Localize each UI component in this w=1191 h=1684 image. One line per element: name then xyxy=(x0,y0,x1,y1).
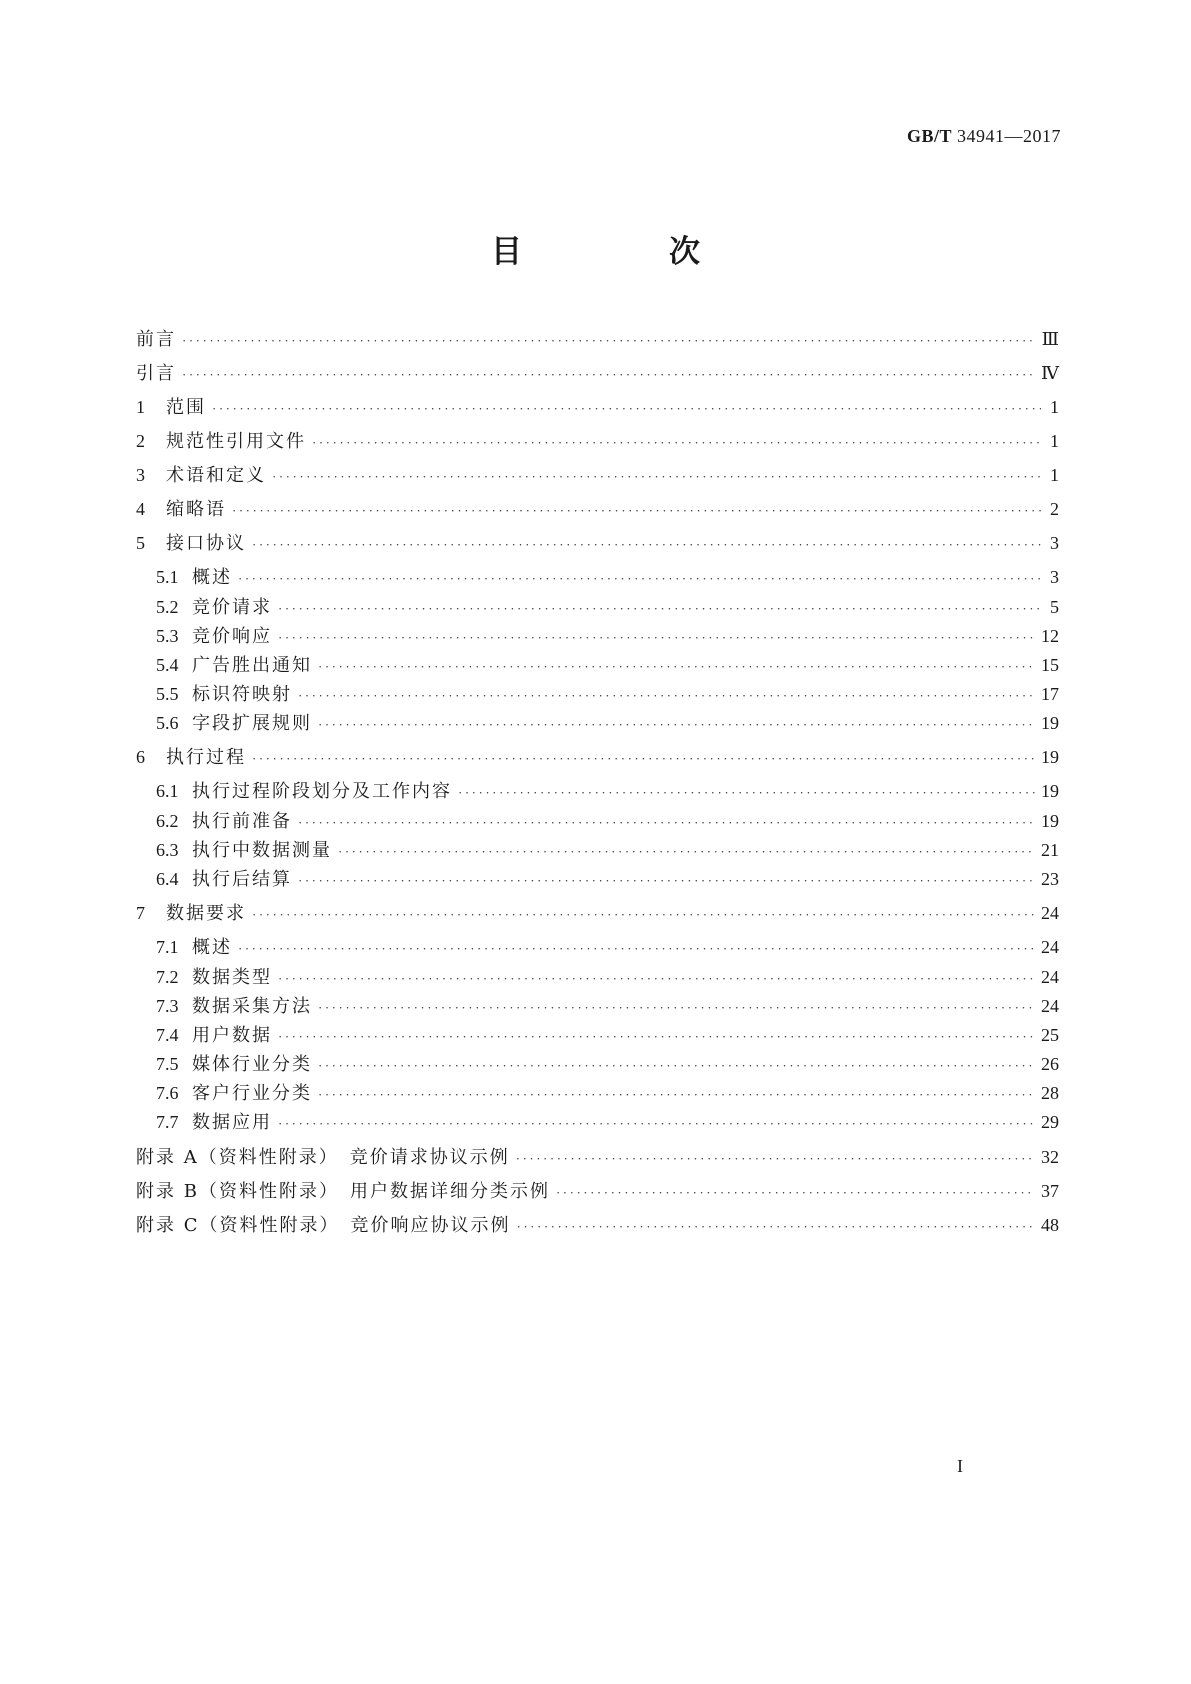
toc-entry[interactable] xyxy=(156,778,1059,804)
toc-leader-dots xyxy=(278,1024,1035,1050)
toc-entry-number: 5.1 xyxy=(156,567,179,587)
toc-entry-title: 术语和定义 xyxy=(166,465,266,486)
toc-entry[interactable] xyxy=(156,594,1059,620)
toc-entry-number: 5.3 xyxy=(156,626,179,646)
toc-entry-page: 12 xyxy=(1041,626,1059,646)
toc-entry[interactable] xyxy=(136,744,1059,770)
toc-entry-title: 字段扩展规则 xyxy=(192,713,312,734)
toc-entry[interactable] xyxy=(156,652,1059,678)
toc-entry-number: 7 xyxy=(136,903,145,923)
toc-entry-number: 2 xyxy=(136,431,145,451)
toc-entry[interactable] xyxy=(156,993,1059,1019)
toc-entry[interactable] xyxy=(136,1178,1059,1204)
toc-entry-page: 3 xyxy=(1050,567,1059,587)
toc-entry-number: 6.3 xyxy=(156,840,179,860)
toc-leader-dots xyxy=(278,596,1041,622)
toc-leader-dots xyxy=(517,1214,1036,1240)
toc-leader-dots xyxy=(318,654,1035,680)
toc-entry-page: 15 xyxy=(1041,655,1059,675)
toc-entry-page: 26 xyxy=(1041,1054,1059,1074)
toc-entry-page: 19 xyxy=(1041,781,1059,801)
toc-entry[interactable] xyxy=(156,808,1059,834)
toc-leader-dots xyxy=(212,396,1041,422)
toc-entry[interactable] xyxy=(156,1022,1059,1048)
toc-entry-title: 数据要求 xyxy=(166,903,246,924)
toc-leader-dots xyxy=(298,868,1035,894)
toc-leader-dots xyxy=(318,1082,1035,1108)
toc-entry-number: 7.2 xyxy=(156,967,179,987)
toc-entry-page: 19 xyxy=(1041,811,1059,831)
toc-entry-page: 19 xyxy=(1041,747,1059,767)
toc-leader-dots xyxy=(272,464,1041,490)
toc-entry-number: 6.1 xyxy=(156,781,179,801)
toc-leader-dots xyxy=(278,625,1035,651)
toc-entry-number: 7.1 xyxy=(156,937,179,957)
toc-entry[interactable] xyxy=(156,1109,1059,1135)
toc-entry[interactable] xyxy=(156,837,1059,863)
toc-leader-dots xyxy=(252,746,1035,772)
toc-entry-title: 前言 xyxy=(136,329,176,350)
toc-entry-title: 执行前准备 xyxy=(192,811,292,832)
toc-entry-number: 7.5 xyxy=(156,1054,179,1074)
toc-entry-page: 23 xyxy=(1041,869,1059,889)
toc-entry-page: 48 xyxy=(1041,1215,1059,1235)
toc-entry[interactable] xyxy=(136,1144,1059,1170)
toc-entry[interactable] xyxy=(156,964,1059,990)
toc-leader-dots xyxy=(298,810,1035,836)
toc-entry-number: 6 xyxy=(136,747,145,767)
toc-entry-title: 标识符映射 xyxy=(192,684,292,705)
toc-entry-title: 客户行业分类 xyxy=(192,1083,312,1104)
toc-entry-title: 附录 A（资料性附录） 竞价请求协议示例 xyxy=(136,1147,510,1168)
toc-entry-title: 数据采集方法 xyxy=(192,996,312,1017)
toc-leader-dots xyxy=(338,839,1035,865)
toc-leader-dots xyxy=(238,566,1041,592)
toc-entry-number: 6.4 xyxy=(156,869,179,889)
toc-entry-title: 接口协议 xyxy=(166,533,246,554)
toc-entry[interactable] xyxy=(156,866,1059,892)
toc-entry-title: 范围 xyxy=(166,397,206,418)
toc-entry-title: 执行过程阶段划分及工作内容 xyxy=(192,781,452,802)
toc-leader-dots xyxy=(318,995,1035,1021)
toc-entry-number: 7.3 xyxy=(156,996,179,1016)
toc-entry-page: 29 xyxy=(1041,1112,1059,1132)
toc-leader-dots xyxy=(278,966,1035,992)
toc-entry[interactable] xyxy=(156,1080,1059,1106)
toc-entry-page: 1 xyxy=(1050,465,1059,485)
toc-entry-page: 24 xyxy=(1041,996,1059,1016)
toc-entry-page: 28 xyxy=(1041,1083,1059,1103)
toc-entry-page: 24 xyxy=(1041,967,1059,987)
toc-leader-dots xyxy=(312,430,1041,456)
toc-entry-title: 执行后结算 xyxy=(192,869,292,890)
toc-entry-page: Ⅳ xyxy=(1041,363,1059,383)
toc-entry-title: 竞价请求 xyxy=(192,597,272,618)
toc-entry[interactable] xyxy=(136,428,1059,454)
toc-leader-dots xyxy=(318,1053,1035,1079)
toc-entry-page: 24 xyxy=(1041,937,1059,957)
toc-entry-title: 概述 xyxy=(192,937,232,958)
toc-entry[interactable] xyxy=(136,1212,1059,1238)
toc-entry-title: 媒体行业分类 xyxy=(192,1054,312,1075)
toc-leader-dots xyxy=(458,780,1035,806)
toc-entry[interactable] xyxy=(136,394,1059,420)
toc-entry-page: Ⅲ xyxy=(1041,329,1059,349)
toc-leader-dots xyxy=(182,362,1035,388)
toc-entry-number: 5 xyxy=(136,533,145,553)
toc-entry-page: 21 xyxy=(1041,840,1059,860)
toc-entry-number: 7.4 xyxy=(156,1025,179,1045)
toc-entry-title: 附录 B（资料性附录） 用户数据详细分类示例 xyxy=(136,1181,550,1202)
toc-entry-page: 1 xyxy=(1050,397,1059,417)
toc-entry-page: 37 xyxy=(1041,1181,1059,1201)
toc-leader-dots xyxy=(182,328,1036,354)
toc-entry-page: 32 xyxy=(1041,1147,1059,1167)
toc-entry[interactable] xyxy=(156,934,1059,960)
toc-entry[interactable] xyxy=(136,900,1059,926)
toc-entry[interactable] xyxy=(156,681,1059,707)
toc-entry-number: 3 xyxy=(136,465,145,485)
toc-entry[interactable] xyxy=(136,360,1059,386)
toc-entry-number: 7.6 xyxy=(156,1083,179,1103)
toc-entry-title: 引言 xyxy=(136,363,176,384)
toc-entry[interactable] xyxy=(136,496,1059,522)
toc-entry-title: 概述 xyxy=(192,567,232,588)
toc-entry-page: 1 xyxy=(1050,431,1059,451)
toc-entry-title: 数据类型 xyxy=(192,967,272,988)
toc-leader-dots xyxy=(252,902,1035,928)
toc-entry-page: 3 xyxy=(1050,533,1059,553)
toc-entry-title: 数据应用 xyxy=(192,1112,272,1133)
toc-entry[interactable] xyxy=(156,623,1059,649)
toc-entry-number: 5.5 xyxy=(156,684,179,704)
toc-entry[interactable] xyxy=(156,710,1059,736)
toc-leader-dots xyxy=(318,712,1035,738)
toc-entry[interactable] xyxy=(136,462,1059,488)
toc-entry-title: 附录 C（资料性附录） 竞价响应协议示例 xyxy=(136,1215,511,1236)
toc-entry-number: 5.6 xyxy=(156,713,179,733)
toc-leader-dots xyxy=(238,936,1035,962)
page-number: I xyxy=(957,1456,963,1476)
toc-entry-page: 25 xyxy=(1041,1025,1059,1045)
document-code-number: 34941—2017 xyxy=(957,126,1061,146)
toc-entry-number: 4 xyxy=(136,499,145,519)
toc-entry-page: 17 xyxy=(1041,684,1059,704)
document-code xyxy=(907,126,1061,147)
toc-entry-title: 执行中数据测量 xyxy=(192,840,332,861)
toc-leader-dots xyxy=(278,1111,1035,1137)
toc-entry-page: 19 xyxy=(1041,713,1059,733)
toc-entry-title: 缩略语 xyxy=(166,499,226,520)
toc-title: 目 次 xyxy=(491,234,758,270)
toc-entry-page: 24 xyxy=(1041,903,1059,923)
toc-entry-title: 规范性引用文件 xyxy=(166,431,306,452)
toc-leader-dots xyxy=(298,683,1035,709)
toc-entry[interactable] xyxy=(136,326,1059,352)
toc-leader-dots xyxy=(516,1146,1035,1172)
toc-entry[interactable] xyxy=(156,564,1059,590)
toc-entry-title: 用户数据 xyxy=(192,1025,272,1046)
toc-entry-title: 执行过程 xyxy=(166,747,246,768)
toc-leader-dots xyxy=(232,498,1041,524)
toc-entry-title: 广告胜出通知 xyxy=(192,655,312,676)
toc-entry-title: 竞价响应 xyxy=(192,626,272,647)
toc-entry-number: 5.4 xyxy=(156,655,179,675)
document-code-prefix: GB/T xyxy=(906,126,952,146)
toc-entry[interactable] xyxy=(136,530,1059,556)
toc-entry-number: 5.2 xyxy=(156,597,179,617)
toc-leader-dots xyxy=(556,1180,1035,1206)
toc-entry-number: 6.2 xyxy=(156,811,179,831)
toc-entry-page: 5 xyxy=(1050,597,1059,617)
toc-leader-dots xyxy=(252,532,1041,558)
toc-entry-number: 7.7 xyxy=(156,1112,179,1132)
toc-entry[interactable] xyxy=(156,1051,1059,1077)
toc-entry-number: 1 xyxy=(136,397,145,417)
toc-entry-page: 2 xyxy=(1050,499,1059,519)
